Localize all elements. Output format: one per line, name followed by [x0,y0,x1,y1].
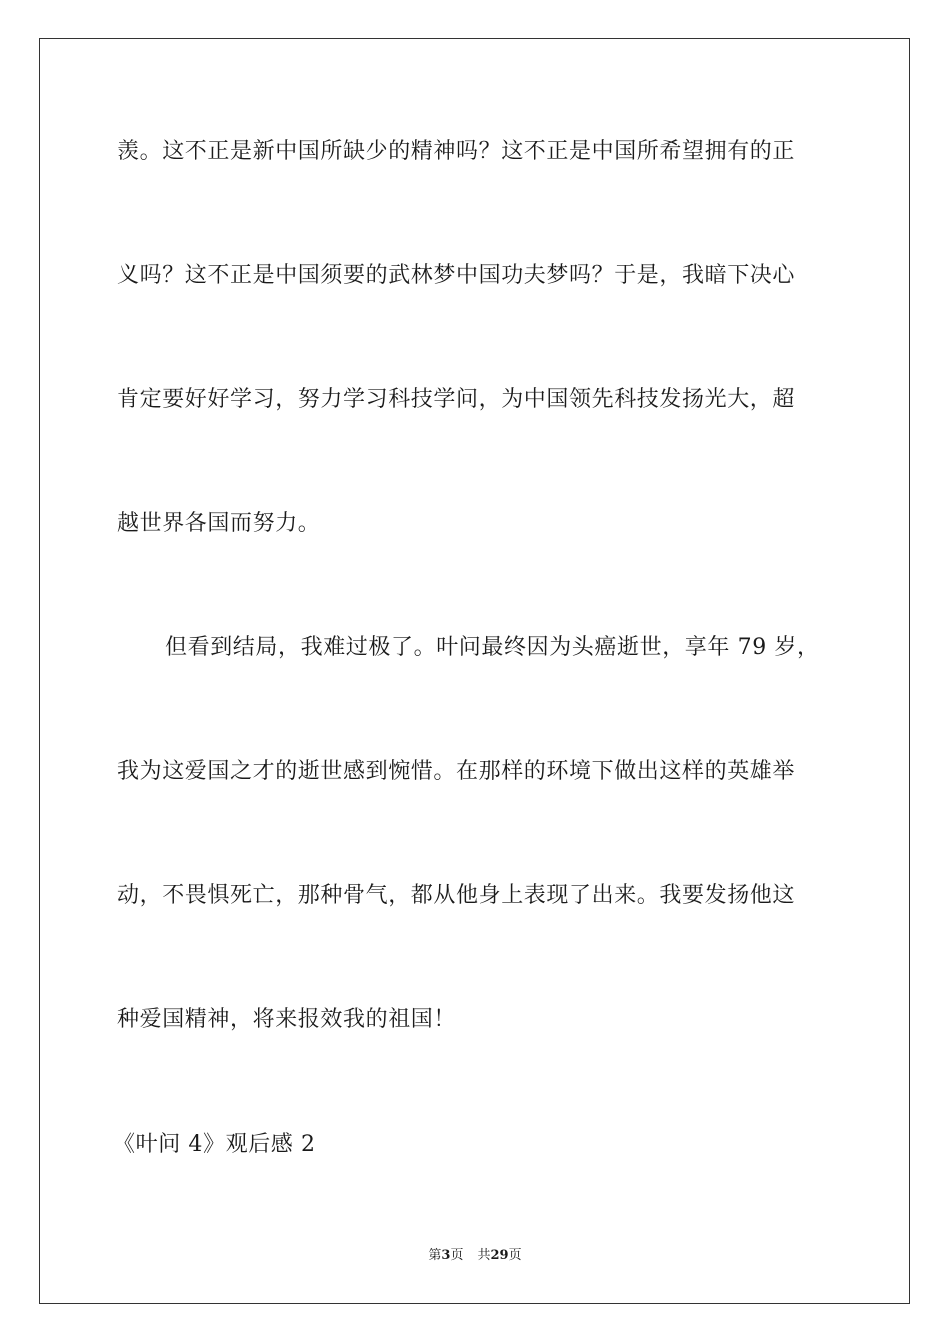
section-heading: 《叶问 4》观后感 2 [113,1132,316,1157]
footer-total-prefix: 共 [477,1248,491,1263]
paragraph-line-2: 义吗？这不正是中国须要的武林梦中国功夫梦吗？于是，我暗下决心 [117,263,796,288]
footer-page-number: 3 [441,1248,451,1263]
page-border [39,38,910,1304]
paragraph-line-8: 种爱国精神，将来报效我的祖国！ [117,1007,457,1032]
footer-total-suffix: 页 [508,1248,522,1263]
paragraph-line-7: 动，不畏惧死亡，那种骨气，都从他身上表现了出来。我要发扬他这 [117,883,796,908]
paragraph-line-3: 肯定要好好学习，努力学习科技学问，为中国领先科技发扬光大，超 [117,387,796,412]
page-footer [0,1247,950,1265]
paragraph-line-1: 羡。这不正是新中国所缺少的精神吗？这不正是中国所希望拥有的正 [117,139,796,164]
paragraph-line-6: 我为这爱国之才的逝世感到惋惜。在那样的环境下做出这样的英雄举 [117,759,796,784]
footer-page-prefix: 第 [428,1248,442,1263]
footer-page-suffix: 页 [450,1248,464,1263]
paragraph-line-4: 越世界各国而努力。 [117,511,321,536]
footer-total-pages: 29 [490,1248,509,1263]
paragraph-line-5: 但看到结局，我难过极了。叶问最终因为头癌逝世，享年 79 岁， [165,635,820,660]
